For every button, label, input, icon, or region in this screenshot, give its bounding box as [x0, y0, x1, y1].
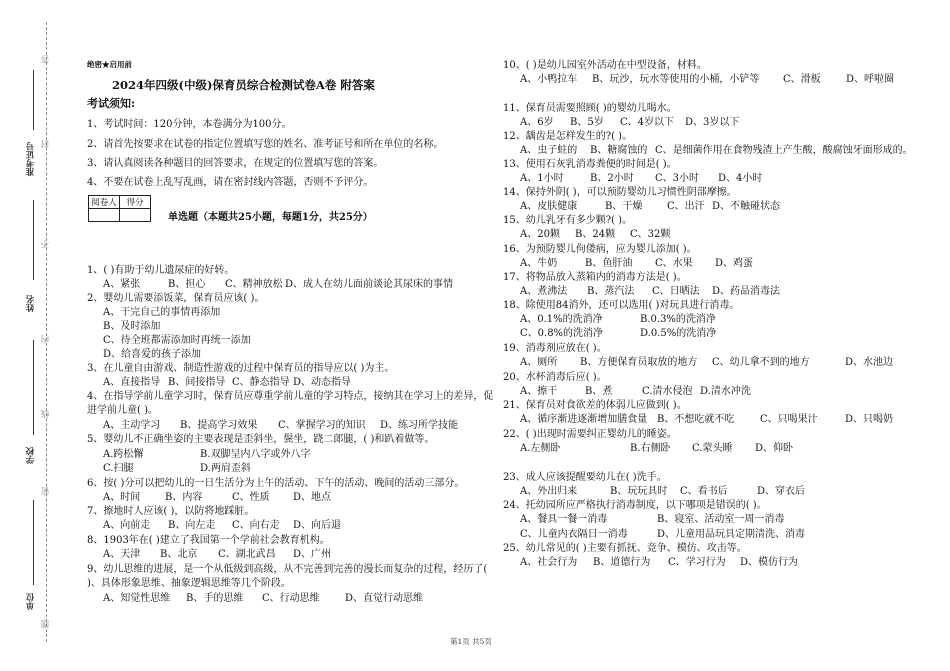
question-stem: 22、( )出现时需要纠正婴幼儿的睡姿。: [503, 429, 677, 440]
question-stem: 16、为预防婴儿佝偻病，应为婴儿添加( )。: [503, 244, 697, 255]
option[interactable]: C、看书后: [680, 486, 728, 497]
notice-item: 1、考试时间：120分钟，本卷满分为100分。: [87, 119, 292, 130]
option[interactable]: D、模仿行为: [740, 557, 799, 568]
score-cell: 得分: [120, 196, 151, 209]
option[interactable]: B、间接指导: [168, 377, 226, 388]
notice-item: 4、不要在试卷上乱写乱画，请在密封线内答题，否则不予评分。: [87, 177, 374, 188]
option[interactable]: D、给喜爱的孩子添加: [103, 349, 202, 360]
option[interactable]: A、小鸭拉车: [520, 74, 578, 85]
question-stem-cont: )、具体形象思维、抽象逻辑思维等几个阶段。: [87, 578, 291, 589]
option[interactable]: B、内容: [165, 492, 203, 503]
option[interactable]: A、天津: [103, 549, 141, 560]
option[interactable]: A、煮沸法: [520, 286, 568, 297]
option[interactable]: B、玩沙，玩水等使用的小桶，小铲等: [592, 74, 760, 85]
question-stem: 10、( )是幼儿园室外活动在中型设备，材料。: [503, 60, 707, 71]
option[interactable]: A.跨松懈: [103, 449, 144, 460]
unit-label: 单位: [26, 593, 36, 610]
seal-marker: 答: [41, 55, 51, 64]
question-stem: 13、使用石灰乳消毒粪便的时间是( )。: [503, 159, 677, 170]
question-stem: 19、消毒剂应放在( )。: [503, 343, 607, 354]
question-stem: 9、幼儿思维的进展，是一个从低级到高级，从不完善到完善的漫长而复杂的过程，经历了(: [87, 564, 488, 575]
option[interactable]: D、水池边: [845, 357, 894, 368]
exam-number-label: 准考证号: [26, 142, 36, 176]
score-box: [88, 195, 151, 222]
notice-item: 3、请认真阅读各种题目的回答要求，在规定的位置填写您的答案。: [87, 158, 384, 169]
question-stem: 3、在儿童自由游戏、制造性游戏的过程中保育员的指导应以( )为主。: [87, 363, 395, 374]
option[interactable]: A、20颗: [520, 229, 560, 240]
seal-dashed-line: [46, 22, 47, 642]
field-line: [33, 200, 34, 280]
option[interactable]: D.清水冲洗: [700, 386, 751, 397]
option[interactable]: C、性质: [232, 492, 270, 503]
option[interactable]: B、方便保育员取放的地方: [580, 357, 698, 368]
question-stem: 17、将物品放入蒸箱内的消毒方法是( )。: [503, 272, 687, 283]
option[interactable]: D、仰卧: [755, 443, 794, 454]
question-stem: 4、在指导学前儿童学习时，保育员应尊重学前儿童的学习特点，接纳其在学习上的差异，促: [87, 391, 494, 402]
option[interactable]: B、北京: [160, 549, 198, 560]
option[interactable]: D、穿衣后: [757, 486, 806, 497]
notice-heading: 考试须知:: [87, 97, 136, 110]
field-line: [33, 500, 34, 585]
option[interactable]: D、呼啦圈: [846, 74, 895, 85]
option[interactable]: D、广州: [293, 549, 332, 560]
field-line: [33, 340, 34, 435]
question-stem: 25、幼儿常见的( )主要有抓抚、竞争、模仿、攻击等。: [503, 543, 747, 554]
reviewer-cell: 阅卷人: [89, 196, 120, 209]
option[interactable]: A、1小时: [520, 173, 564, 184]
option[interactable]: A.左侧卧: [520, 443, 561, 454]
seal-marker: 题: [41, 620, 51, 629]
name-label: 姓名: [26, 295, 36, 312]
option[interactable]: B.0.3%的洗消净: [640, 314, 716, 325]
option[interactable]: C、湖北武昌: [218, 549, 276, 560]
option[interactable]: A、向前走: [103, 520, 151, 531]
option[interactable]: A、虫子蛀的: [520, 145, 578, 156]
option[interactable]: C、掌握学习的知识: [278, 420, 366, 431]
seal-marker: 内: [41, 335, 51, 344]
question-stem: 15、幼儿乳牙有多少颗?( )。: [503, 215, 633, 226]
option[interactable]: D.两肩歪斜: [200, 463, 251, 474]
option[interactable]: A、擦干: [520, 386, 558, 397]
option[interactable]: C、日晒法: [652, 286, 700, 297]
option[interactable]: C、是细菌作用在食物残渣上产生酸，酸腐蚀牙面形成的。: [655, 145, 913, 156]
option[interactable]: B、糖腐蚀的: [590, 145, 648, 156]
option[interactable]: C.扫腿: [103, 463, 134, 474]
option[interactable]: C、4岁以下: [620, 117, 675, 128]
option[interactable]: A、循序渐进逐渐增加膳食量: [520, 414, 648, 425]
section-title: 单选题（本题共25小题，每题1分，共25分）: [168, 212, 373, 223]
option[interactable]: C、行动思维: [262, 593, 320, 604]
option[interactable]: A、餐具一餐一消毒: [520, 514, 608, 525]
option[interactable]: D、不触碰状态: [712, 201, 781, 212]
field-line: [33, 70, 34, 130]
option[interactable]: B、提高学习效果: [180, 420, 258, 431]
question-stem: 1、( )有助于幼儿遗尿症的好转。: [87, 265, 235, 276]
question-stem: 24、托幼园所应严格执行消毒制度，以下哪项是错误的( )。: [503, 500, 767, 511]
option[interactable]: A、时间: [103, 492, 141, 503]
option[interactable]: B、鱼肝油: [585, 258, 633, 269]
option[interactable]: B、干燥: [605, 201, 643, 212]
school-label: 学校: [26, 447, 36, 464]
option[interactable]: A、知觉性思维: [103, 593, 171, 604]
option[interactable]: D、儿童用品玩具定期清洗、消毒: [657, 529, 806, 540]
option[interactable]: D、只喝奶: [845, 414, 894, 425]
option[interactable]: D、4小时: [718, 173, 763, 184]
option[interactable]: C、儿童内衣隔日一消毒: [520, 529, 628, 540]
option[interactable]: A、社会行为: [520, 557, 578, 568]
option[interactable]: A、牛奶: [520, 258, 558, 269]
question-stem: 2、婴幼儿需要添饭菜，保育员应该( )。: [87, 293, 265, 304]
seal-marker: 封: [41, 140, 51, 149]
option[interactable]: C、待全班都需添加时再统一添加: [103, 335, 251, 346]
option[interactable]: B、道德行为: [593, 557, 651, 568]
option[interactable]: D.0.5%的洗消净: [640, 328, 717, 339]
question-stem: 8、1903年在( )建立了我国第一个学前社会教育机构。: [87, 535, 330, 546]
option[interactable]: A、厕所: [520, 357, 558, 368]
option[interactable]: A、直接指导: [103, 377, 161, 388]
option[interactable]: A、6岁: [520, 117, 554, 128]
option[interactable]: C、向右走: [232, 520, 280, 531]
option[interactable]: C.清水侵泡: [642, 386, 693, 397]
page-number: 第1页 共5页: [450, 637, 492, 646]
option[interactable]: A、皮肤健康: [520, 201, 578, 212]
option[interactable]: C.蒙头睡: [692, 443, 733, 454]
question-stem: 12、龋齿是怎样发生的?( )。: [503, 131, 633, 142]
option[interactable]: C、静态指导: [232, 377, 290, 388]
option[interactable]: A、主动学习: [103, 420, 161, 431]
option[interactable]: D、3岁以下: [685, 117, 740, 128]
notice-item: 2、请首先按要求在试卷的指定位置填写您的姓名、准考证号和所在单位的名称。: [87, 139, 444, 150]
reviewer-input[interactable]: [89, 209, 120, 222]
option[interactable]: B、手的思维: [186, 593, 244, 604]
score-input[interactable]: [120, 209, 151, 222]
question-stem-cont: 进学前儿童( )。: [87, 405, 158, 416]
question-stem: 21、保育员对食欲差的体弱儿应做到( )。: [503, 400, 687, 411]
option[interactable]: B.双脚呈内八字或外八字: [200, 449, 311, 460]
option[interactable]: D、鸡蛋: [715, 258, 754, 269]
option[interactable]: D、药品消毒法: [712, 286, 781, 297]
page-title: 2024年四级(中级)保育员综合检测试卷A卷 附答案: [112, 78, 375, 92]
option[interactable]: D、向后退: [293, 520, 342, 531]
option[interactable]: D、练习所学技能: [380, 420, 459, 431]
option[interactable]: A、外出归来: [520, 486, 578, 497]
question-stem: 14、保持外阴( )，可以预防婴幼儿习惯性阴部摩擦。: [503, 187, 737, 198]
option[interactable]: D、动态指导: [293, 377, 352, 388]
option[interactable]: C、3小时: [655, 173, 700, 184]
option[interactable]: B、及时添加: [103, 321, 161, 332]
option[interactable]: B、煮: [585, 386, 613, 397]
option[interactable]: B、5岁: [570, 117, 604, 128]
option[interactable]: A、紧张: [103, 279, 141, 290]
option[interactable]: C、幼儿拿不到的地方: [712, 357, 810, 368]
option[interactable]: B、不想吃就不吃: [657, 414, 735, 425]
option[interactable]: D、成人在幼儿面前谈论其尿床的事情: [285, 279, 454, 290]
secret-label: 绝密★启用前: [87, 60, 132, 69]
option[interactable]: A、0.1%的洗消净: [520, 314, 603, 325]
seal-marker: 密: [41, 487, 51, 496]
option[interactable]: D、直觉行动思维: [345, 593, 424, 604]
option[interactable]: D、地点: [293, 492, 332, 503]
question-stem: 18、除使用84消外，还可以选用( )对玩具进行消毒。: [503, 300, 740, 311]
option[interactable]: C、0.8%的洗消净: [520, 328, 604, 339]
option[interactable]: B、蒸汽法: [587, 286, 635, 297]
option[interactable]: B.右侧卧: [630, 443, 671, 454]
seal-marker: 线: [41, 410, 51, 419]
option[interactable]: B、2小时: [590, 173, 634, 184]
option[interactable]: B、玩玩具时: [610, 486, 668, 497]
option[interactable]: C、水果: [655, 258, 693, 269]
question-stem: 23、成人应该提醒要幼儿在( )洗手。: [503, 472, 667, 483]
seal-marker: 不: [41, 240, 51, 249]
question-stem: 20、水杯消毒后应( )。: [503, 372, 607, 383]
option[interactable]: B、寝室、活动室一周一消毒: [657, 514, 785, 525]
question-stem: 6、按( )分可以把幼儿的一日生活分为上午的活动、下午的活动、晚间的活动三部分。: [87, 478, 465, 489]
question-stem: 5、婴幼儿不正确坐姿的主要表现是歪斜坐，鬓坐，跷二郎腿，( )和趴着做等。: [87, 434, 435, 445]
question-stem: 7、擦地时人应该( )，以防将地踩脏。: [87, 506, 255, 517]
option[interactable]: C、精神放松: [225, 279, 283, 290]
option[interactable]: C、只喝果汁: [760, 414, 818, 425]
option[interactable]: B、24颗: [575, 229, 616, 240]
question-stem: 11、保育员需要照顾( )的婴幼儿喝水。: [503, 103, 677, 114]
option[interactable]: A、干完自己的事情再添加: [103, 307, 221, 318]
option[interactable]: C、32颗: [630, 229, 671, 240]
option[interactable]: C、出汗: [667, 201, 705, 212]
option[interactable]: B、向左走: [168, 520, 216, 531]
option[interactable]: C、学习行为: [668, 557, 726, 568]
option[interactable]: C、滑板: [783, 74, 821, 85]
option[interactable]: B、担心: [168, 279, 206, 290]
